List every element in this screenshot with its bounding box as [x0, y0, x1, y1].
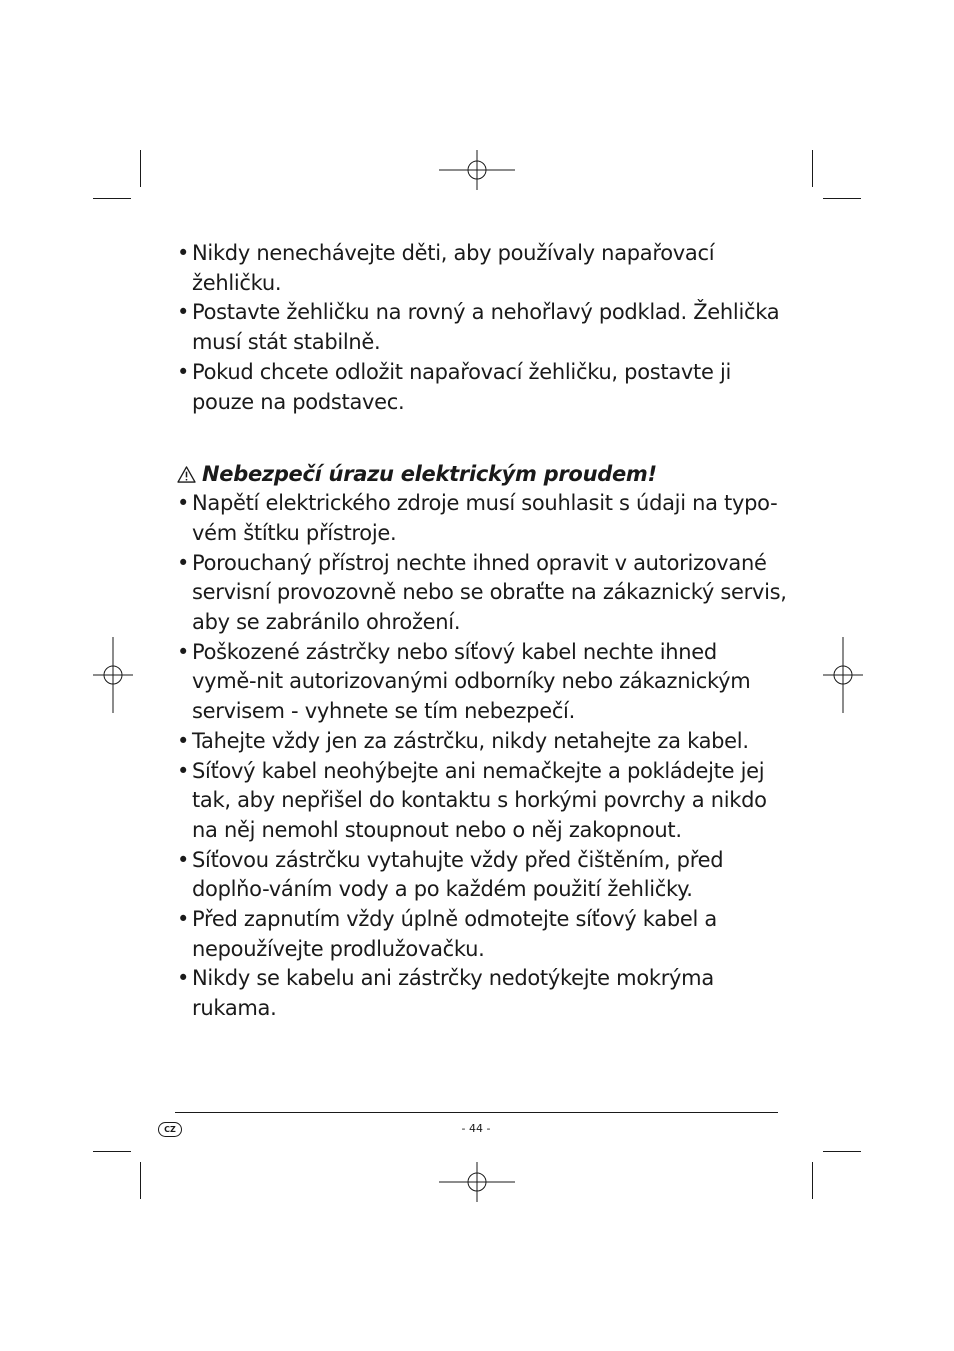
electric-warning-list [177, 489, 787, 1024]
crop-mark [823, 198, 861, 199]
crop-mark [93, 198, 131, 199]
section-title: Nebezpečí úrazu elektrickým proudem! [202, 462, 657, 487]
page-content [177, 239, 787, 1024]
registration-mark-top [439, 150, 515, 190]
crop-mark [823, 1151, 861, 1152]
registration-mark-left [93, 637, 133, 713]
crop-mark [140, 150, 141, 187]
list-item: • Nikdy se kabelu ani zástrčky nedotýkejte mokrýma rukama. [177, 964, 787, 1023]
list-item: • Postavte žehličku na rovný a nehořlavý podklad. Žehlička musí stát stabilně. [177, 298, 787, 357]
footer-divider [175, 1112, 778, 1113]
page-number: - 44 - [461, 1122, 491, 1135]
list-item: • Síťovou zástrčku vytahujte vždy před čištěním, před doplňo-váním vody a po každém použití žehličky. [177, 846, 787, 905]
list-item: • Napětí elektrického zdroje musí souhlasit s údaji na typo-vém štítku přístroje. [177, 489, 787, 548]
crop-mark [812, 1162, 813, 1199]
list-item: • Před zapnutím vždy úplně odmotejte síťový kabel a nepoužívejte prodlužovačku. [177, 905, 787, 964]
list-item: • Poškozené zástrčky nebo síťový kabel nechte ihned vymě-nit autorizovanými odborníky nebo zákaznickým servisem - vyhnete se tím nebezpečí. [177, 638, 787, 727]
crop-mark [812, 150, 813, 187]
section-heading [177, 459, 787, 489]
registration-mark-bottom [439, 1162, 515, 1202]
crop-mark [140, 1162, 141, 1199]
list-item: • Síťový kabel neohýbejte ani nemačkejte a pokládejte jej tak, aby nepřišel do kontaktu s horkými povrchy a nikdo na něj nemohl stoupnout nebo o něj zakopnout. [177, 757, 787, 846]
language-badge: CZ [158, 1122, 182, 1137]
registration-mark-right [823, 637, 863, 713]
warning-triangle-icon [177, 466, 196, 483]
general-safety-list [177, 239, 787, 417]
list-item: • Pokud chcete odložit napařovací žehličku, postavte ji pouze na podstavec. [177, 358, 787, 417]
list-item: • Porouchaný přístroj nechte ihned opravit v autorizované servisní provozovně nebo se obraťte na zákaznický servis, aby se zabránilo ohrožení. [177, 549, 787, 638]
crop-mark [93, 1151, 131, 1152]
list-item: • Nikdy nenechávejte děti, aby používaly napařovací žehličku. [177, 239, 787, 298]
list-item: • Tahejte vždy jen za zástrčku, nikdy netahejte za kabel. [177, 727, 787, 757]
